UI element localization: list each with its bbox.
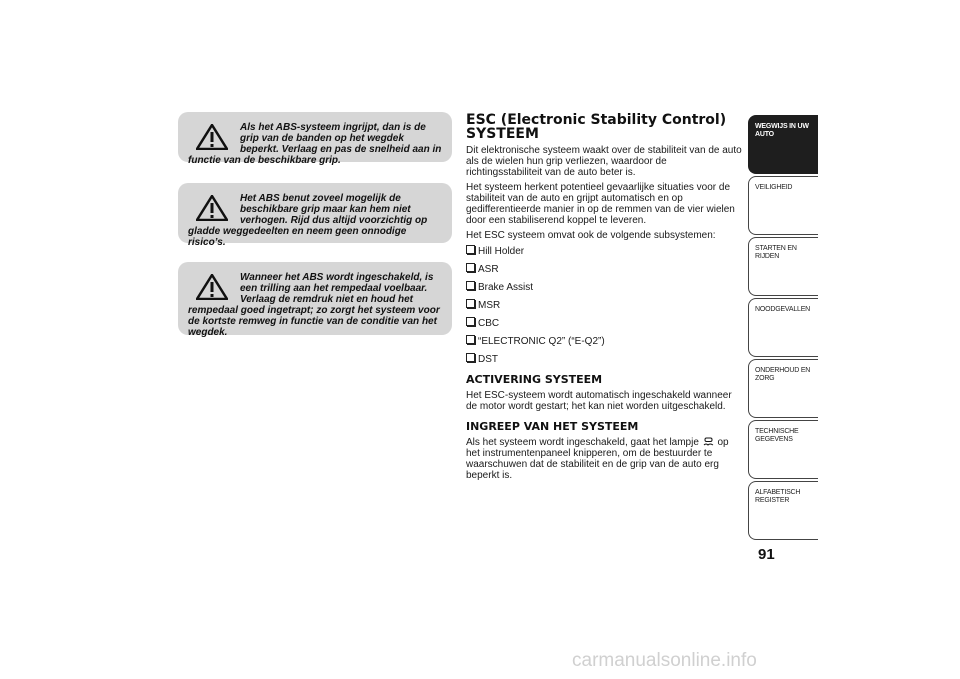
list-item: DST xyxy=(466,353,742,365)
paragraph-intro: Dit elektronische systeem waakt over de stabiliteit van de auto als de wielen hun grip verliezen, waardoor de richtingsstabiliteit van de auto beter is. xyxy=(466,145,742,178)
esc-section xyxy=(466,113,742,485)
warning-box-abs-limit xyxy=(178,183,452,248)
list-item: Hill Holder xyxy=(466,245,742,257)
warning-text: Als het ABS-systeem ingrijpt, dan is de grip van de banden op het wegdek beperkt. Verlaag en pas de snelheid aan in functie van de beschikbare grip. xyxy=(188,122,442,166)
paragraph-subsystems: Het ESC systeem omvat ook de volgende subsystemen: xyxy=(466,230,716,241)
list-item: “ELECTRONIC Q2” (“E-Q2”) xyxy=(466,335,742,347)
checkbox-bullet-icon xyxy=(466,245,475,254)
paragraph-detection: Het systeem herkent potentieel gevaarlijke situaties voor de stabiliteit van de auto en grijpt automatisch en op gedifferentieerde manier in op de remmen van de vier wielen door een stabiliserend koppel te leveren. xyxy=(466,182,735,226)
activation-heading: ACTIVERING SYSTEEM xyxy=(466,373,603,386)
checkbox-bullet-icon xyxy=(466,335,475,344)
checkbox-bullet-icon xyxy=(466,353,475,362)
subsystem-list xyxy=(466,245,742,365)
watermark: carmanualsonline.info xyxy=(572,650,757,671)
activation-text: Het ESC-systeem wordt automatisch ingeschakeld wanneer de motor wordt gestart; het kan niet worden uitgeschakeld. xyxy=(466,390,732,412)
intervention-text: Als het systeem wordt ingeschakeld, gaat het lampje op het instrumentenpaneel knipperen, om de bestuurder te waarschuwen dat de stabiliteit en de grip van de auto erg beperkt is. xyxy=(466,437,729,481)
tab-alfabetisch-register[interactable]: ALFABETISCH REGISTER xyxy=(748,481,818,540)
warning-triangle-icon xyxy=(196,195,228,221)
list-item: ASR xyxy=(466,263,742,275)
warning-text: Wanneer het ABS wordt ingeschakeld, is een trilling aan het rempedaal voelbaar. Verlaag de remdruk niet en houd het rempedaal goed ingetrapt; zo zorgt het systeem voor de kortste remweg in functie van de conditie van het wegdek. xyxy=(188,272,440,338)
tab-wegwijs[interactable]: WEGWIJS IN UW AUTO xyxy=(748,115,818,174)
tab-veiligheid[interactable]: VEILIGHEID xyxy=(748,176,818,235)
warning-box-abs-grip xyxy=(178,112,452,166)
list-item: MSR xyxy=(466,299,742,311)
esc-warning-lamp-icon xyxy=(703,437,714,446)
section-title: ESC (Electronic Stability Control) SYSTEEM xyxy=(466,112,727,142)
warning-text: Het ABS benut zoveel mogelijk de beschikbare grip maar kan hem niet verhogen. Rijd dus altijd voorzichtig op gladde weggedeelten en neem geen onnodige risico’s. xyxy=(188,193,428,248)
tab-noodgevallen[interactable]: NOODGEVALLEN xyxy=(748,298,818,357)
intervention-heading: INGREEP VAN HET SYSTEEM xyxy=(466,420,639,433)
list-item: CBC xyxy=(466,317,742,329)
tab-starten-en-rijden[interactable]: STARTEN EN RIJDEN xyxy=(748,237,818,296)
tab-onderhoud-en-zorg[interactable]: ONDERHOUD EN ZORG xyxy=(748,359,818,418)
page-number: 91 xyxy=(758,546,775,563)
checkbox-bullet-icon xyxy=(466,299,475,308)
checkbox-bullet-icon xyxy=(466,263,475,272)
warning-triangle-icon xyxy=(196,124,228,150)
warning-box-abs-pedal xyxy=(178,262,452,338)
checkbox-bullet-icon xyxy=(466,317,475,326)
checkbox-bullet-icon xyxy=(466,281,475,290)
warning-triangle-icon xyxy=(196,274,228,300)
list-item: Brake Assist xyxy=(466,281,742,293)
chapter-tabs xyxy=(748,115,818,542)
tab-technische-gegevens[interactable]: TECHNISCHE GEGEVENS xyxy=(748,420,818,479)
